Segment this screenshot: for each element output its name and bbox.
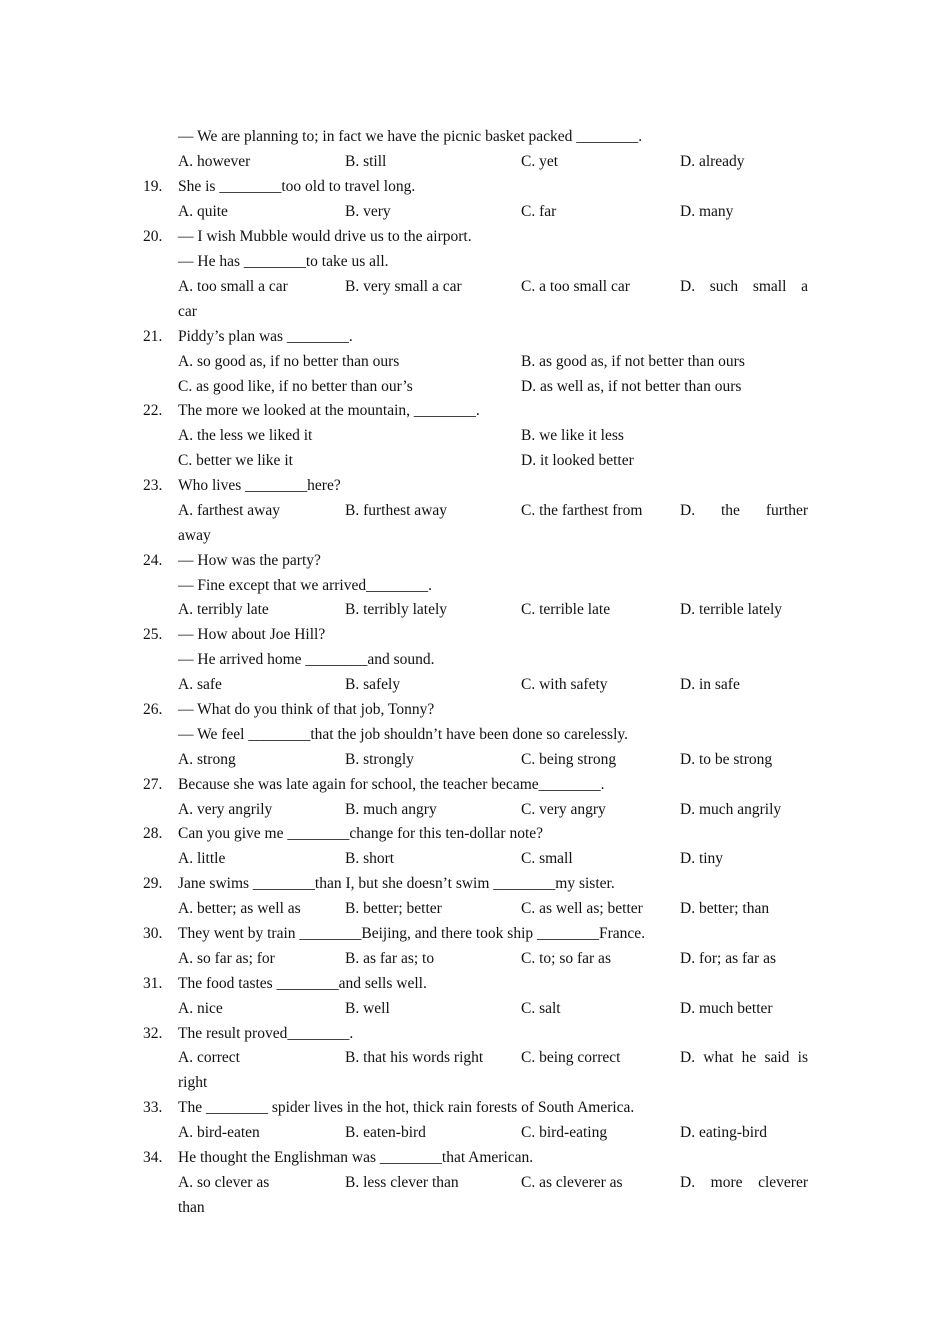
option-b: B. as good as, if not better than ours <box>521 353 745 370</box>
question-22-options-row-2 <box>143 448 808 473</box>
option-word: D. <box>680 502 696 519</box>
option-b: B. furthest away <box>345 502 448 519</box>
stem-text: Piddy’s plan was ________. <box>178 328 353 345</box>
question-number: 33. <box>143 1099 163 1116</box>
option-d: D. many <box>680 203 734 220</box>
option-word: the <box>720 502 740 519</box>
option-b: B. better; better <box>345 900 442 917</box>
question-23-options <box>143 498 808 523</box>
option-b: B. short <box>345 850 395 867</box>
option-b: B. still <box>345 153 387 170</box>
question-29-options <box>143 896 808 921</box>
stem-text: The food tastes ________and sells well. <box>178 975 427 992</box>
stem-text: — What do you think of that job, Tonny? <box>178 701 435 718</box>
option-word: such <box>709 278 739 295</box>
question-26-options <box>143 747 808 772</box>
option-b: B. that his words right <box>345 1049 484 1066</box>
question-number: 25. <box>143 626 163 643</box>
question-23-option-wrap <box>143 523 808 548</box>
question-33-stem <box>143 1095 808 1120</box>
option-c: C. to; so far as <box>521 950 611 967</box>
option-c: C. a too small car <box>521 278 630 295</box>
question-20-option-wrap <box>143 299 808 324</box>
question-25-stem <box>143 622 808 647</box>
question-23-stem <box>143 473 808 498</box>
option-d-continued: than <box>178 1199 205 1216</box>
question-19-stem <box>143 174 808 199</box>
question-30-stem <box>143 921 808 946</box>
option-a: A. correct <box>178 1049 240 1066</box>
option-d: D. in safe <box>680 676 740 693</box>
option-d: D. as well as, if not better than ours <box>521 378 742 395</box>
option-b: B. very small a car <box>345 278 462 295</box>
option-c: C. far <box>521 203 557 220</box>
question-number: 29. <box>143 875 163 892</box>
option-c: C. being correct <box>521 1049 621 1066</box>
stem-text: She is ________too old to travel long. <box>178 178 416 195</box>
option-b: B. safely <box>345 676 401 693</box>
question-28-options <box>143 846 808 871</box>
question-24-stem <box>143 548 808 573</box>
question-27-stem <box>143 772 808 797</box>
option-b: B. strongly <box>345 751 414 768</box>
stem-text: — We feel ________that the job shouldn’t have been done so carelessly. <box>178 726 629 743</box>
option-word: he <box>741 1049 757 1066</box>
option-word: small <box>752 278 787 295</box>
stem-text: The ________ spider lives in the hot, thick rain forests of South America. <box>178 1099 635 1116</box>
option-d: D. already <box>680 153 745 170</box>
option-b: B. we like it less <box>521 427 624 444</box>
question-number: 26. <box>143 701 163 718</box>
option-word: D. <box>680 278 696 295</box>
option-d <box>680 1045 808 1070</box>
option-c: C. yet <box>521 153 559 170</box>
option-c: C. the farthest from <box>521 502 643 519</box>
option-d <box>680 1170 808 1195</box>
question-19-options <box>143 199 808 224</box>
question-number: 31. <box>143 975 163 992</box>
question-number: 32. <box>143 1025 163 1042</box>
option-c: C. being strong <box>521 751 617 768</box>
option-c: C. with safety <box>521 676 608 693</box>
option-word: said <box>764 1049 790 1066</box>
question-21-options-row-2 <box>143 374 808 399</box>
option-d: D. tiny <box>680 850 724 867</box>
stem-text: The more we looked at the mountain, ________. <box>178 402 480 419</box>
question-20-options <box>143 274 808 299</box>
question-26-stem-2 <box>143 722 808 747</box>
question-31-stem <box>143 971 808 996</box>
question-34-options <box>143 1170 808 1195</box>
option-d-continued: away <box>178 527 211 544</box>
option-c: C. as good like, if no better than our’s <box>178 378 413 395</box>
question-32-option-wrap <box>143 1070 808 1095</box>
option-a: A. the less we liked it <box>178 427 313 444</box>
question-20-stem <box>143 224 808 249</box>
option-a: A. terribly late <box>178 601 269 618</box>
option-word: a <box>801 278 808 295</box>
option-c: C. terrible late <box>521 601 611 618</box>
option-b: B. much angry <box>345 801 437 818</box>
question-34-option-wrap <box>143 1195 808 1220</box>
option-c: C. salt <box>521 1000 561 1017</box>
option-word: what <box>703 1049 734 1066</box>
question-24-options <box>143 597 808 622</box>
option-d <box>680 274 808 299</box>
stem-text: — He arrived home ________and sound. <box>178 651 435 668</box>
option-a: A. little <box>178 850 226 867</box>
question-18-answer-line <box>143 124 808 149</box>
option-b: B. as far as; to <box>345 950 435 967</box>
option-b: B. very <box>345 203 391 220</box>
option-d: D. it looked better <box>521 452 634 469</box>
option-d: D. eating-bird <box>680 1124 767 1141</box>
option-a: A. so clever as <box>178 1174 270 1191</box>
stem-text: — How about Joe Hill? <box>178 626 326 643</box>
question-30-options <box>143 946 808 971</box>
option-d: D. to be strong <box>680 751 773 768</box>
question-26-stem <box>143 697 808 722</box>
option-a: A. better; as well as <box>178 900 301 917</box>
option-d: D. terrible lately <box>680 601 782 618</box>
option-d: D. better; than <box>680 900 770 917</box>
question-18-options <box>143 149 808 174</box>
option-d-continued: car <box>178 303 197 320</box>
question-29-stem <box>143 871 808 896</box>
option-word: D. <box>680 1049 696 1066</box>
stem-text: — I wish Mubble would drive us to the airport. <box>178 228 472 245</box>
question-22-options-row-1 <box>143 423 808 448</box>
option-word: D. <box>680 1174 696 1191</box>
question-number: 28. <box>143 825 163 842</box>
option-b: B. less clever than <box>345 1174 459 1191</box>
stem-text: Because she was late again for school, the teacher became________. <box>178 776 605 793</box>
option-a: A. so far as; for <box>178 950 275 967</box>
stem-text: Who lives ________here? <box>178 477 341 494</box>
stem-text: He thought the Englishman was ________that American. <box>178 1149 534 1166</box>
option-c: C. as well as; better <box>521 900 643 917</box>
stem-text: — He has ________to take us all. <box>178 253 389 270</box>
option-a: A. quite <box>178 203 228 220</box>
option-d <box>680 498 808 523</box>
question-25-options <box>143 672 808 697</box>
option-c: C. better we like it <box>178 452 293 469</box>
option-c: C. small <box>521 850 573 867</box>
question-32-options <box>143 1045 808 1070</box>
question-21-stem <box>143 324 808 349</box>
option-c: C. bird-eating <box>521 1124 608 1141</box>
stem-text: — We are planning to; in fact we have the picnic basket packed ________. <box>178 128 643 145</box>
question-32-stem <box>143 1021 808 1046</box>
option-word: is <box>797 1049 808 1066</box>
question-number: 22. <box>143 402 163 419</box>
question-number: 23. <box>143 477 163 494</box>
question-31-options <box>143 996 808 1021</box>
question-number: 34. <box>143 1149 163 1166</box>
question-number: 27. <box>143 776 163 793</box>
option-a: A. very angrily <box>178 801 273 818</box>
option-c: C. very angry <box>521 801 606 818</box>
question-33-options <box>143 1120 808 1145</box>
question-number: 19. <box>143 178 163 195</box>
option-a: A. safe <box>178 676 222 693</box>
option-b: B. well <box>345 1000 390 1017</box>
question-number: 24. <box>143 552 163 569</box>
stem-text: — Fine except that we arrived________. <box>178 577 432 594</box>
option-a: A. so good as, if no better than ours <box>178 353 400 370</box>
option-c: C. as cleverer as <box>521 1174 623 1191</box>
option-b: B. eaten-bird <box>345 1124 426 1141</box>
option-d: D. much angrily <box>680 801 782 818</box>
question-number: 20. <box>143 228 163 245</box>
option-d-continued: right <box>178 1074 208 1091</box>
question-20-stem-2 <box>143 249 808 274</box>
option-a: A. farthest away <box>178 502 280 519</box>
option-a: A. too small a car <box>178 278 288 295</box>
stem-text: — How was the party? <box>178 552 321 569</box>
option-a: A. strong <box>178 751 236 768</box>
question-number: 30. <box>143 925 163 942</box>
option-a: A. nice <box>178 1000 223 1017</box>
question-22-stem <box>143 398 808 423</box>
option-word: cleverer <box>758 1174 808 1191</box>
question-21-options-row-1 <box>143 349 808 374</box>
option-b: B. terribly lately <box>345 601 448 618</box>
option-d: D. much better <box>680 1000 773 1017</box>
question-25-stem-2 <box>143 647 808 672</box>
question-28-stem <box>143 821 808 846</box>
stem-text: Jane swims ________than I, but she doesn’t swim ________my sister. <box>178 875 615 892</box>
stem-text: The result proved________. <box>178 1025 354 1042</box>
stem-text: They went by train ________Beijing, and there took ship ________France. <box>178 925 646 942</box>
stem-text: Can you give me ________change for this ten-dollar note? <box>178 825 544 842</box>
question-24-stem-2 <box>143 573 808 598</box>
question-27-options <box>143 797 808 822</box>
option-a: A. bird-eaten <box>178 1124 260 1141</box>
question-number: 21. <box>143 328 163 345</box>
option-word: more <box>710 1174 743 1191</box>
question-34-stem <box>143 1145 808 1170</box>
option-word: further <box>765 502 808 519</box>
option-d: D. for; as far as <box>680 950 776 967</box>
option-a: A. however <box>178 153 251 170</box>
